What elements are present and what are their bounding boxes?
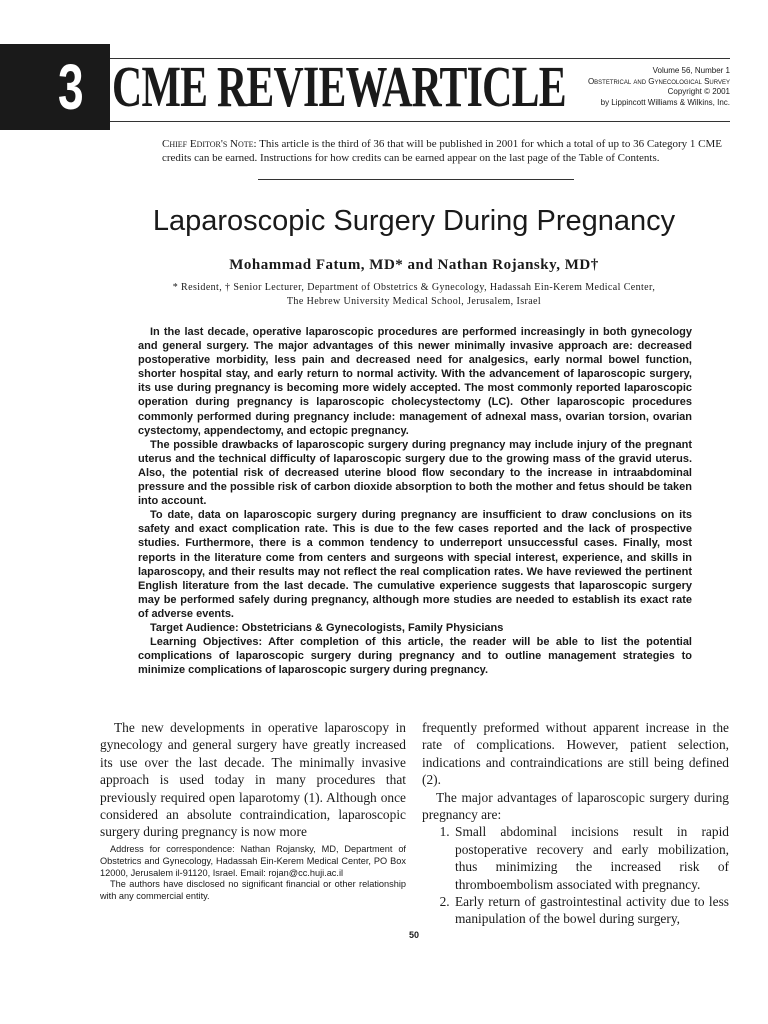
list-item: 2. Early return of gastrointestinal activity due to less manipulation of the bowel during surgery, — [453, 893, 729, 928]
affiliation-line-1: * Resident, † Senior Lecturer, Department of Obstetrics & Gynecology, Hadassah Ein-Kerem Medical Center, — [172, 282, 656, 293]
author-list: Mohammad Fatum, MD* and Nathan Rojansky, MD† — [229, 257, 599, 273]
learning-objectives — [138, 635, 692, 677]
body-column-right — [422, 719, 729, 928]
article-title: Laparoscopic Surgery During Pregnancy — [152, 205, 676, 237]
publisher-line: by Lippincott Williams & Wilkins, Inc. — [600, 97, 730, 107]
list-item: 1. Small abdominal incisions result in rapid postoperative recovery and early mobilization, thus minimizing the increased risk of thromboembolism associated with pregnancy. — [453, 823, 729, 893]
correspondence-note: Address for correspondence: Nathan Rojansky, MD, Department of Obstetrics and Gynecology, Hadassah Ein-Kerem Medical Center, PO Box 12000, Jerusalem il-91120, Israel. Email: rojan@cc.huji.ac.il — [100, 844, 406, 878]
affiliations — [60, 281, 768, 309]
article-type-heading: CME REVIEWARTICLE — [112, 54, 566, 119]
advantages-list — [422, 823, 729, 927]
abstract-paragraph-1: In the last decade, operative laparoscopic procedures are performed increasingly in both gynecology and general surgery. The major advantages of this newer minimally invasive approach are: decreased postoperative morbidity, less pain and decreased need for analgesics, early normal bowel function, shorter hospital stay, and early return to normal activity. With the advancement of laparoscopic surgery, its use during pregnancy is becoming more widely accepted. The most commonly reported laparoscopic operation during pregnancy is laparoscopic cholecystectomy (LC). Other laparoscopic procedures commonly performed during pregnancy include: management of adnexal mass, ovarian torsion, ovarian cystectomy, appendectomy, and ectopic pregnancy. — [138, 326, 692, 437]
target-audience — [138, 621, 692, 635]
footnote — [100, 844, 406, 903]
learning-objectives-text: After completion of this article, the reader will be able to list the potential complications of laparoscopic surgery during pregnancy and to outline management strategies to minimize complications of laparoscopic surgery during pregnancy. — [138, 636, 692, 677]
divider-rule — [258, 179, 574, 180]
publication-info — [510, 66, 730, 108]
volume-number: Volume 56, Number 1 — [652, 66, 730, 75]
target-audience-label: Target Audience: — [150, 621, 239, 634]
target-audience-text: Obstetricians & Gynecologists, Family Physicians — [238, 621, 504, 634]
body-paragraph: frequently preformed without apparent increase in the rate of complications. However, patient selection, indications and contraindications are still being defined (2). — [422, 720, 729, 788]
learning-objectives-label: Learning Objectives: — [150, 636, 263, 649]
body-column-left — [100, 719, 406, 841]
editor-note-text: This article is the third of 36 that will be published in 2001 for which a total of up to 36 Category 1 CME credits can be earned. Instructions for how credits can be earned appear on the last page of the Table of Contents. — [162, 138, 723, 164]
body-paragraph: The major advantages of laparoscopic surgery during pregnancy are: — [422, 789, 729, 823]
disclosure-note: The authors have disclosed no significant financial or other relationship with any commercial entity. — [100, 879, 406, 902]
copyright-line: Copyright © 2001 — [667, 87, 730, 96]
editor-note — [162, 137, 738, 165]
editor-note-label: Chief Editor's Note: — [162, 138, 257, 150]
series-number: 3 — [58, 51, 84, 123]
abstract-paragraph-2: The possible drawbacks of laparoscopic surgery during pregnancy may include injury of the pregnant uterus and the technical difficulty of laparoscopic surgery due to the growing mass of the gravid uterus. Also, the potential risk of decreased uterine blood flow secondary to the increase in intraabdominal pressure and the possible risk of carbon dioxide absorption to both the mother and fetus should be taken into account. — [138, 438, 692, 508]
page-number: 50 — [408, 930, 419, 940]
abstract — [138, 325, 692, 677]
affiliation-line-2: The Hebrew University Medical School, Jerusalem, Israel — [286, 296, 542, 307]
journal-name: Obstetrical and Gynecological Survey — [587, 76, 730, 86]
abstract-paragraph-3: To date, data on laparoscopic surgery during pregnancy are insufficient to draw conclusions on its safety and exact complication rate. This is due to the few cases reported and the lack of prospective studies. Furthermore, there is a common tendency to underreport unsuccessful cases. Finally, most reports in the literature come from centers and surgeons with special interest, experience, and skills in laparoscopy, and their results may not reflect the real complication rates. We have reviewed the pertinent English literature from the last decade. The cumulative experience suggests that laparoscopic surgery may be performed safely during pregnancy, although more studies are needed to establish its exact rate of adverse events. — [138, 509, 692, 620]
body-paragraph: The new developments in operative laparoscopy in gynecology and general surgery have greatly increased its use over the last decade. The minimally invasive approach is used today in many procedures that previously required open laparotomy (1). Although once considered an absolute contraindication, laparoscopic surgery during pregnancy is now more — [100, 720, 406, 840]
